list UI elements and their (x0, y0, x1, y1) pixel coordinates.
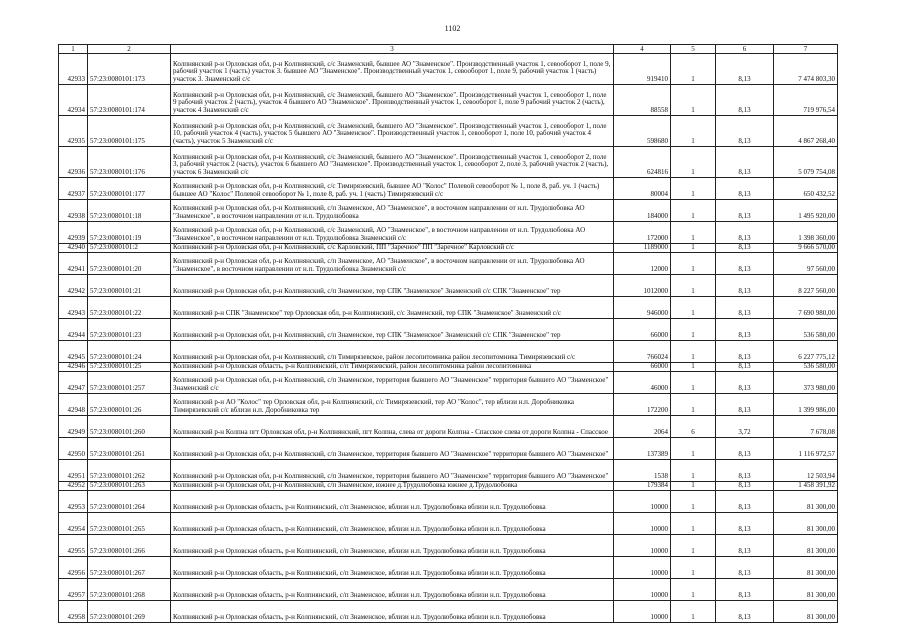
cadastral-number-cell: 57:23:0080101:263 (88, 482, 171, 491)
rate-cell: 8,13 (716, 147, 774, 178)
cadastral-value-cell: 12 503,94 (774, 460, 838, 482)
land-registry-table (58, 44, 838, 623)
cadastral-number-cell: 57:23:0080101:24 (88, 341, 171, 363)
count-cell: 1 (671, 147, 716, 178)
column-header: 7 (774, 45, 838, 54)
rate-cell: 8,13 (716, 557, 774, 579)
table-row (59, 54, 838, 85)
cadastral-number-cell: 57:23:0080101:173 (88, 54, 171, 85)
cadastral-number-cell: 57:23:0080101:269 (88, 601, 171, 623)
rate-cell: 3,72 (716, 416, 774, 438)
cadastral-number-cell: 57:23:0080101:264 (88, 491, 171, 513)
area-cell: 184000 (614, 200, 671, 222)
count-cell: 1 (671, 394, 716, 416)
rate-cell: 8,13 (716, 275, 774, 297)
cadastral-number-cell: 57:23:0080101:265 (88, 513, 171, 535)
cadastral-value-cell: 6 227 775,12 (774, 341, 838, 363)
count-cell: 1 (671, 557, 716, 579)
rate-cell: 8,13 (716, 297, 774, 319)
area-cell: 12000 (614, 253, 671, 275)
column-header: 4 (614, 45, 671, 54)
count-cell: 1 (671, 438, 716, 460)
rate-cell: 8,13 (716, 513, 774, 535)
table-row (59, 147, 838, 178)
row-number-cell: 42940 (59, 244, 88, 253)
address-cell: Колпнянский р-н Орловская обл, р-н Колпнянский, с/с Знаменский, АО "Знаменское", в восточном направлении от н.п. Трудолюбовка АО "Знаменское", в восточном направлении от н.п. Трудолюбовка Знаменский с/с (171, 222, 614, 244)
table-row (59, 416, 838, 438)
area-cell: 10000 (614, 535, 671, 557)
row-number-cell: 42937 (59, 178, 88, 200)
table-row (59, 222, 838, 244)
cadastral-value-cell: 719 976,54 (774, 85, 838, 116)
rate-cell: 8,13 (716, 482, 774, 491)
area-cell: 946000 (614, 297, 671, 319)
cadastral-value-cell: 7 690 980,00 (774, 297, 838, 319)
rate-cell: 8,13 (716, 116, 774, 147)
count-cell: 1 (671, 54, 716, 85)
cadastral-value-cell: 81 300,00 (774, 579, 838, 601)
area-cell: 1012000 (614, 275, 671, 297)
area-cell: 179384 (614, 482, 671, 491)
column-header: 1 (59, 45, 88, 54)
cadastral-value-cell: 81 300,00 (774, 601, 838, 623)
table-row (59, 200, 838, 222)
count-cell: 1 (671, 319, 716, 341)
cadastral-number-cell: 57:23:0080101:18 (88, 200, 171, 222)
count-cell: 1 (671, 601, 716, 623)
count-cell: 1 (671, 116, 716, 147)
cadastral-number-cell: 57:23:0080101:177 (88, 178, 171, 200)
row-number-cell: 42938 (59, 200, 88, 222)
cadastral-number-cell: 57:23:0080101:26 (88, 394, 171, 416)
area-cell: 1189000 (614, 244, 671, 253)
table-row (59, 372, 838, 394)
cadastral-value-cell: 8 227 560,00 (774, 275, 838, 297)
count-cell: 1 (671, 244, 716, 253)
cadastral-value-cell: 1 495 920,00 (774, 200, 838, 222)
address-cell: Колпнянский р-н Орловская обл, р-н Колпнянский, с/с Знаменский, бывшего АО "Знаменское". Производственный участок 1, севооборот 1, поле 9 рабочий участок 2 (часть), участок 4 бывшего АО "Знаменское". Производственный участок 1, севооборот 1, поле 9 рабочий участок 2 (часть), участок 4 Знаменский с/с (171, 85, 614, 116)
area-cell: 10000 (614, 601, 671, 623)
cadastral-number-cell: 57:23:0080101:268 (88, 579, 171, 601)
rate-cell: 8,13 (716, 319, 774, 341)
cadastral-number-cell: 57:23:0080101:257 (88, 372, 171, 394)
cadastral-number-cell: 57:23:0080101:19 (88, 222, 171, 244)
row-number-cell: 42955 (59, 535, 88, 557)
count-cell: 1 (671, 200, 716, 222)
table-row (59, 253, 838, 275)
area-cell: 1538 (614, 460, 671, 482)
column-header: 2 (88, 45, 171, 54)
row-number-cell: 42954 (59, 513, 88, 535)
address-cell: Колпнянский р-н Орловская обл, р-н Колпнянский, с/п Знаменское, территория бывшего АО "Знаменское" территория бывшего АО "Знаменское" (171, 438, 614, 460)
count-cell: 1 (671, 363, 716, 372)
row-number-cell: 42942 (59, 275, 88, 297)
address-cell: Колпнянский р-н Орловская обл, р-н Колпнянский, с/п Знаменское, южнее д.Трудолюбовка южнее д.Трудолюбовка (171, 482, 614, 491)
row-number-cell: 42936 (59, 147, 88, 178)
rate-cell: 8,13 (716, 579, 774, 601)
row-number-cell: 42950 (59, 438, 88, 460)
cadastral-number-cell: 57:23:0080101:267 (88, 557, 171, 579)
cadastral-value-cell: 1 116 972,57 (774, 438, 838, 460)
cadastral-number-cell: 57:23:0080101:262 (88, 460, 171, 482)
table-row (59, 460, 838, 482)
rate-cell: 8,13 (716, 178, 774, 200)
area-cell: 10000 (614, 579, 671, 601)
cadastral-value-cell: 81 300,00 (774, 557, 838, 579)
cadastral-number-cell: 57:23:0080101:2 (88, 244, 171, 253)
column-header: 5 (671, 45, 716, 54)
rate-cell: 8,13 (716, 460, 774, 482)
cadastral-value-cell: 536 580,00 (774, 319, 838, 341)
table-row (59, 297, 838, 319)
address-cell: Колпнянский р-н Колпна пгт Орловская обл, р-н Колпнянский, пгт Колпна, слева от дороги Колпна - Спасское слева от дороги Колпна - Спасское (171, 416, 614, 438)
cadastral-number-cell: 57:23:0080101:174 (88, 85, 171, 116)
cadastral-value-cell: 9 666 570,00 (774, 244, 838, 253)
rate-cell: 8,13 (716, 535, 774, 557)
count-cell: 1 (671, 535, 716, 557)
address-cell: Колпнянский р-н Орловская область, р-н Колпнянский, с/п Знаменское, вблизи н.п. Трудолюбовка вблизи н.п. Трудолюбовка (171, 601, 614, 623)
table-row (59, 601, 838, 623)
address-cell: Колпнянский р-н Орловская обл, р-н Колпнянский, с/п Знаменское, АО "Знаменское", в восточном направлении от н.п. Трудолюбовка АО "Знаменское", в восточном направлении от н.п. Трудолюбовка (171, 200, 614, 222)
area-cell: 137389 (614, 438, 671, 460)
row-number-cell: 42953 (59, 491, 88, 513)
address-cell: Колпнянский р-н Орловская обл, р-н Колпнянский, с/с Знаменский, бывшего АО "Знаменское". Производственный участок 1, севооборот 1, поле 10, рабочий участок 4 (часть), участок 5 бывшего АО "Знаменское". Производственный участок 1, севооборот 1, поле 10, рабочий участок 4 (часть), участок 5 Знаменский с/с (171, 116, 614, 147)
count-cell: 1 (671, 513, 716, 535)
area-cell: 172000 (614, 222, 671, 244)
table-row (59, 482, 838, 491)
count-cell: 1 (671, 460, 716, 482)
table-row (59, 491, 838, 513)
cadastral-value-cell: 4 867 268,40 (774, 116, 838, 147)
cadastral-value-cell: 1 398 360,00 (774, 222, 838, 244)
row-number-cell: 42957 (59, 579, 88, 601)
row-number-cell: 42944 (59, 319, 88, 341)
rate-cell: 8,13 (716, 491, 774, 513)
row-number-cell: 42949 (59, 416, 88, 438)
area-cell: 10000 (614, 491, 671, 513)
cadastral-value-cell: 7 474 803,30 (774, 54, 838, 85)
table-row (59, 535, 838, 557)
count-cell: 1 (671, 297, 716, 319)
address-cell: Колпнянский р-н Орловская область, р-н Колпнянский, с/п Тимирязевский, район лесопитомника район лесопитомника (171, 363, 614, 372)
row-number-cell: 42947 (59, 372, 88, 394)
cadastral-number-cell: 57:23:0080101:25 (88, 363, 171, 372)
table-row (59, 178, 838, 200)
row-number-cell: 42948 (59, 394, 88, 416)
rate-cell: 8,13 (716, 222, 774, 244)
area-cell: 66000 (614, 319, 671, 341)
header-row (59, 45, 838, 54)
table-row (59, 557, 838, 579)
rate-cell: 8,13 (716, 253, 774, 275)
cadastral-number-cell: 57:23:0080101:261 (88, 438, 171, 460)
column-header: 6 (716, 45, 774, 54)
row-number-cell: 42956 (59, 557, 88, 579)
address-cell: Колпнянский р-н Орловская обл, р-н Колпнянский, с/п Знаменское, территория бывшего АО "Знаменское" территория бывшего АО "Знаменское" Знаменский с/с (171, 372, 614, 394)
address-cell: Колпнянский р-н Орловская обл, р-н Колпнянский, с/с Знаменский, бывшее АО "Знаменское". Производственный участок 1, севооборот 1, поле 9, рабочий участок 1 (часть) участок 3. бывшее АО "Знаменское". Производственный участок 1, севооборот 1, поле 9, рабочий участок 1 (часть) участок 3. Знаменский с/с (171, 54, 614, 85)
row-number-cell: 42939 (59, 222, 88, 244)
column-header: 3 (171, 45, 614, 54)
table-body (59, 54, 838, 623)
cadastral-value-cell: 7 678,08 (774, 416, 838, 438)
area-cell: 766024 (614, 341, 671, 363)
count-cell: 1 (671, 253, 716, 275)
cadastral-number-cell: 57:23:0080101:266 (88, 535, 171, 557)
row-number-cell: 42958 (59, 601, 88, 623)
rate-cell: 8,13 (716, 200, 774, 222)
rate-cell: 8,13 (716, 394, 774, 416)
cadastral-value-cell: 97 560,00 (774, 253, 838, 275)
address-cell: Колпнянский р-н Орловская обл, р-н Колпнянский, с/п Знаменское, тер СПК "Знаменское" Знаменский с/с СПК "Знаменское" тер (171, 275, 614, 297)
address-cell: Колпнянский р-н Орловская область, р-н Колпнянский, с/п Знаменское, вблизи н.п. Трудолюбовка вблизи н.п. Трудолюбовка (171, 535, 614, 557)
cadastral-value-cell: 650 432,52 (774, 178, 838, 200)
rate-cell: 8,13 (716, 372, 774, 394)
area-cell: 80004 (614, 178, 671, 200)
address-cell: Колпнянский р-н Орловская обл, р-н Колпнянский, с/с Знаменский, бывшего АО "Знаменское". Производственный участок 1, севооборот 2, поле 3, рабочий участок 2 (часть), участок 6 бывшего АО "Знаменское". Производственный участок 1, севооборот 2, поле 3, рабочий участок 2 (часть), участок 6 Знаменский с/с (171, 147, 614, 178)
address-cell: Колпнянский р-н Орловская область, р-н Колпнянский, с/п Знаменское, вблизи н.п. Трудолюбовка вблизи н.п. Трудолюбовка (171, 557, 614, 579)
table-row (59, 438, 838, 460)
table-row (59, 244, 838, 253)
count-cell: 1 (671, 341, 716, 363)
cadastral-number-cell: 57:23:0080101:21 (88, 275, 171, 297)
row-number-cell: 42946 (59, 363, 88, 372)
cadastral-number-cell: 57:23:0080101:175 (88, 116, 171, 147)
count-cell: 1 (671, 85, 716, 116)
cadastral-number-cell: 57:23:0080101:260 (88, 416, 171, 438)
cadastral-value-cell: 1 458 391,92 (774, 482, 838, 491)
rate-cell: 8,13 (716, 85, 774, 116)
area-cell: 172200 (614, 394, 671, 416)
address-cell: Колпнянский р-н Орловская обл, р-н Колпнянский, с/п Знаменское, территория бывшего АО "Знаменское" территория бывшего АО "Знаменское" (171, 460, 614, 482)
address-cell: Колпнянский р-н Орловская обл, р-н Колпнянский, с/с Тимирязевский, бывшее АО "Колос" Полевой севооборот № 1, поле 8, раб. уч. 1 (часть) бывшее АО "Колос" Полевой севооборот № 1, поле 8, раб. уч. 1 (часть) Тимирязевский с/с (171, 178, 614, 200)
area-cell: 10000 (614, 513, 671, 535)
table-row (59, 319, 838, 341)
count-cell: 1 (671, 178, 716, 200)
address-cell: Колпнянский р-н Орловская обл, р-н Колпнянский, с/п Знаменское, АО "Знаменское", в восточном направлении от н.п. Трудолюбовка АО "Знаменское", в восточном направлении от н.п. Трудолюбовка Знаменский с/с (171, 253, 614, 275)
area-cell: 46000 (614, 372, 671, 394)
rate-cell: 8,13 (716, 363, 774, 372)
cadastral-value-cell: 1 399 986,00 (774, 394, 838, 416)
address-cell: Колпнянский р-н Орловская область, р-н Колпнянский, с/п Знаменское, вблизи н.п. Трудолюбовка вблизи н.п. Трудолюбовка (171, 579, 614, 601)
table-row (59, 394, 838, 416)
area-cell: 598680 (614, 116, 671, 147)
row-number-cell: 42945 (59, 341, 88, 363)
count-cell: 1 (671, 372, 716, 394)
table-row (59, 363, 838, 372)
table-row (59, 85, 838, 116)
cadastral-value-cell: 5 079 754,08 (774, 147, 838, 178)
cadastral-value-cell: 81 300,00 (774, 535, 838, 557)
rate-cell: 8,13 (716, 244, 774, 253)
cadastral-value-cell: 373 980,00 (774, 372, 838, 394)
cadastral-value-cell: 81 300,00 (774, 491, 838, 513)
address-cell: Колпнянский р-н АО "Колос" тер Орловская обл, р-н Колпнянский, с/с Тимирязевский, тер АО "Колос", тер вблизи н.п. Доробниковка Тимирязевский с/с вблизи н.п. Доробниковка тер (171, 394, 614, 416)
cadastral-number-cell: 57:23:0080101:23 (88, 319, 171, 341)
area-cell: 10000 (614, 557, 671, 579)
table-row (59, 116, 838, 147)
cadastral-number-cell: 57:23:0080101:22 (88, 297, 171, 319)
row-number-cell: 42933 (59, 54, 88, 85)
count-cell: 1 (671, 491, 716, 513)
table-row (59, 275, 838, 297)
area-cell: 2064 (614, 416, 671, 438)
area-cell: 88558 (614, 85, 671, 116)
rate-cell: 8,13 (716, 438, 774, 460)
table-row (59, 341, 838, 363)
cadastral-value-cell: 536 580,00 (774, 363, 838, 372)
cadastral-value-cell: 81 300,00 (774, 513, 838, 535)
row-number-cell: 42952 (59, 482, 88, 491)
cadastral-number-cell: 57:23:0080101:176 (88, 147, 171, 178)
address-cell: Колпнянский р-н Орловская обл, р-н Колпнянский, с/п Тимирязевское, район лесопитомника район лесопитомника Тимирязевский с/с (171, 341, 614, 363)
row-number-cell: 42935 (59, 116, 88, 147)
table-row (59, 579, 838, 601)
row-number-cell: 42943 (59, 297, 88, 319)
address-cell: Колпнянский р-н Орловская обл, р-н Колпнянский, с/п Знаменское, тер СПК "Знаменское" Знаменский с/с СПК "Знаменское" тер (171, 319, 614, 341)
rate-cell: 8,13 (716, 601, 774, 623)
table-row (59, 513, 838, 535)
area-cell: 66000 (614, 363, 671, 372)
rate-cell: 8,13 (716, 341, 774, 363)
count-cell: 1 (671, 482, 716, 491)
page-number: 1102 (444, 24, 461, 33)
address-cell: Колпнянский р-н Орловская область, р-н Колпнянский, с/п Знаменское, вблизи н.п. Трудолюбовка вблизи н.п. Трудолюбовка (171, 491, 614, 513)
address-cell: Колпнянский р-н Орловская обл, р-н Колпнянский, с/с Карловский, ПП "Заречное" ПП "Заречное" Карловский с/с (171, 244, 614, 253)
row-number-cell: 42934 (59, 85, 88, 116)
count-cell: 1 (671, 222, 716, 244)
address-cell: Колпнянский р-н Орловская область, р-н Колпнянский, с/п Знаменское, вблизи н.п. Трудолюбовка вблизи н.п. Трудолюбовка (171, 513, 614, 535)
area-cell: 624816 (614, 147, 671, 178)
address-cell: Колпнянский р-н СПК "Знаменское" тер Орловская обл, р-н Колпнянский, с/с Знаменский, тер СПК "Знаменское" Знаменский с/с (171, 297, 614, 319)
count-cell: 6 (671, 416, 716, 438)
count-cell: 1 (671, 275, 716, 297)
row-number-cell: 42951 (59, 460, 88, 482)
row-number-cell: 42941 (59, 253, 88, 275)
area-cell: 919410 (614, 54, 671, 85)
rate-cell: 8,13 (716, 54, 774, 85)
count-cell: 1 (671, 579, 716, 601)
cadastral-number-cell: 57:23:0080101:20 (88, 253, 171, 275)
